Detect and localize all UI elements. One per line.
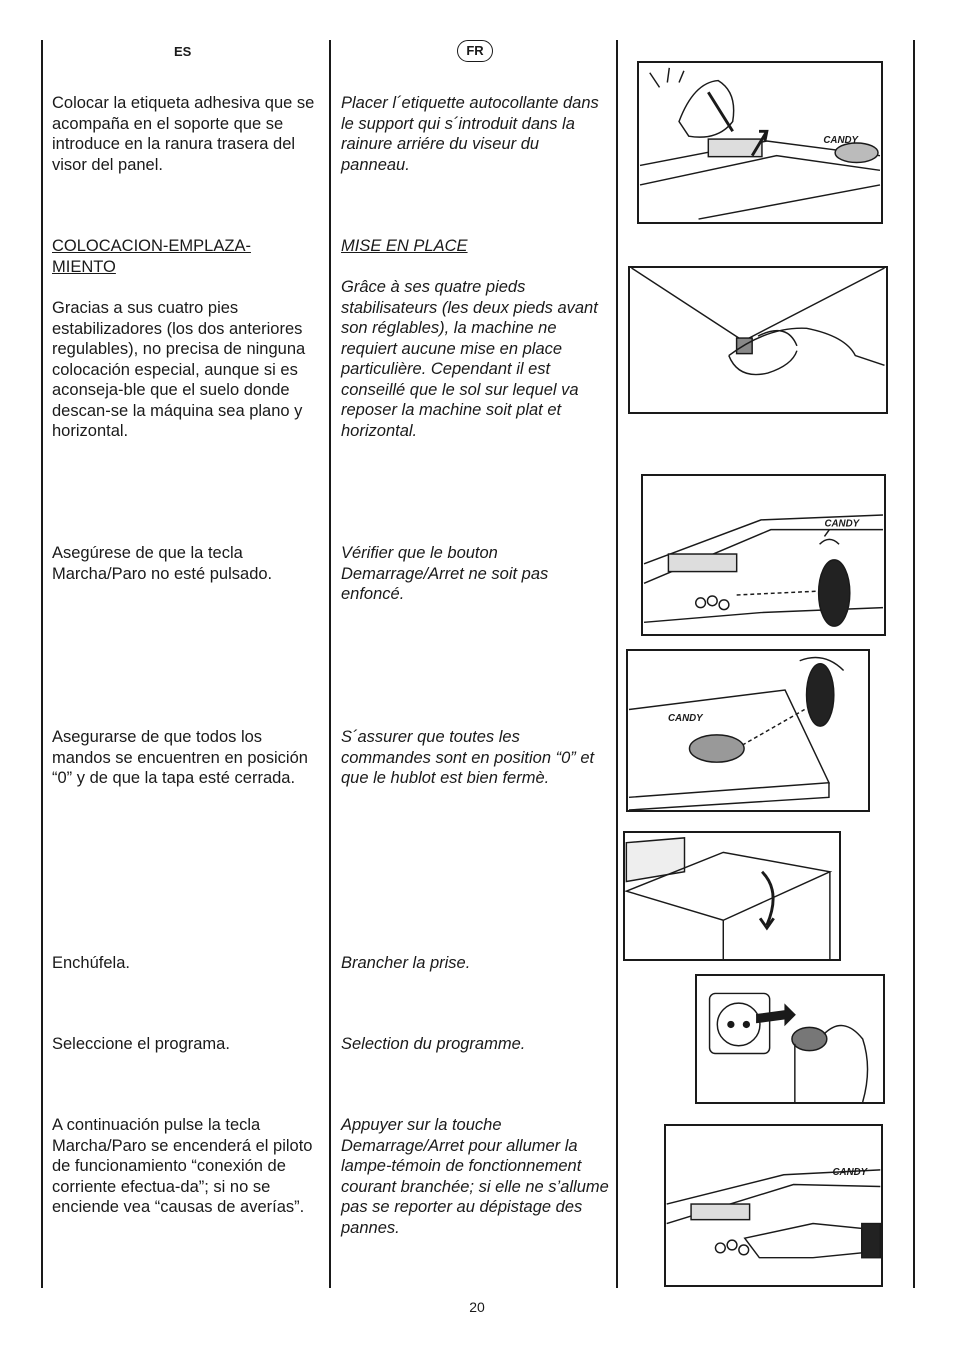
es-paragraph-controls: Asegurarse de que todos los mandos se encuentren en posición “0” y de que la tapa esté cerrada. xyxy=(52,728,308,787)
fr-paragraph-label: Placer l´etiquette autocollante dans le support qui s´introduit dans la rainure arriére du viseur du panneau. xyxy=(341,94,599,174)
illustration-lid-closed xyxy=(623,831,841,961)
column-rule-right xyxy=(616,40,618,1288)
es-paragraph-button: Asegúrese de que la tecla Marcha/Paro no esté pulsado. xyxy=(52,544,273,583)
page-number: 20 xyxy=(469,1299,485,1315)
column-rule-edge xyxy=(913,40,915,1288)
illustration-label-insert xyxy=(637,61,883,224)
fr-paragraph-button: Vérifier que le bouton Demarrage/Arret ne soit pas enfoncé. xyxy=(341,544,549,603)
language-header-fr: FR xyxy=(457,40,493,62)
fr-section-title: MISE EN PLACE xyxy=(341,237,468,255)
brand-label: CANDY xyxy=(668,713,703,725)
column-rule-left xyxy=(41,40,43,1288)
es-section-title: COLOCACION-EMPLAZA-MIENTO xyxy=(52,237,251,276)
fr-paragraph-controls: S´assurer que toutes les commandes sont en position “0” et que le hublot est bien fermè. xyxy=(341,728,595,787)
es-paragraph-label: Colocar la etiqueta adhesiva que se acompaña en el soporte que se introduce en la ranura trasera del visor del panel. xyxy=(52,94,315,174)
fr-paragraph-start: Appuyer sur la touche Demarrage/Arret pour allumer la lampe-témoin de fonctionnement courant branchée; si elle ne s’allume pas se reporter au dépistage des pannes. xyxy=(341,1116,609,1237)
fr-paragraph-placement: Grâce à ses quatre pieds stabilisateurs (les deux pieds avant son réglables), la machine ne requiert aucune mise en place particulière. Cependant il est conseillé que le sol sur lequel va reposer la machine soit plat et horizontal. xyxy=(341,278,598,440)
es-paragraph-program: Seleccione el programa. xyxy=(52,1035,230,1053)
es-paragraph-placement: Gracias a sus cuatro pies estabilizadores (los dos anteriores regulables), no precisa de ninguna colocación especial, aunque si es aconseja-ble que el suelo donde descan-se la máquina sea plano y horizontal. xyxy=(52,299,306,440)
illustration-press-start xyxy=(664,1124,883,1287)
es-paragraph-plug: Enchúfela. xyxy=(52,954,130,972)
illustration-controls-zero xyxy=(626,649,870,812)
column-rule-middle xyxy=(329,40,331,1288)
fr-paragraph-program: Selection du programme. xyxy=(341,1035,526,1053)
brand-label: CANDY xyxy=(824,518,860,530)
fr-paragraph-plug: Brancher la prise. xyxy=(341,954,471,972)
illustration-start-button xyxy=(641,474,886,636)
language-header-es: ES xyxy=(174,44,192,59)
brand-label: CANDY xyxy=(823,134,859,146)
es-paragraph-start: A continuación pulse la tecla Marcha/Paro se encenderá el piloto de funcionamiento “conexión de corriente efectua-da”; si no se enciende vea “causas de averías”. xyxy=(52,1116,313,1216)
illustration-plug xyxy=(695,974,885,1104)
brand-label: CANDY xyxy=(832,1166,868,1178)
illustration-leveling-foot xyxy=(628,266,888,414)
